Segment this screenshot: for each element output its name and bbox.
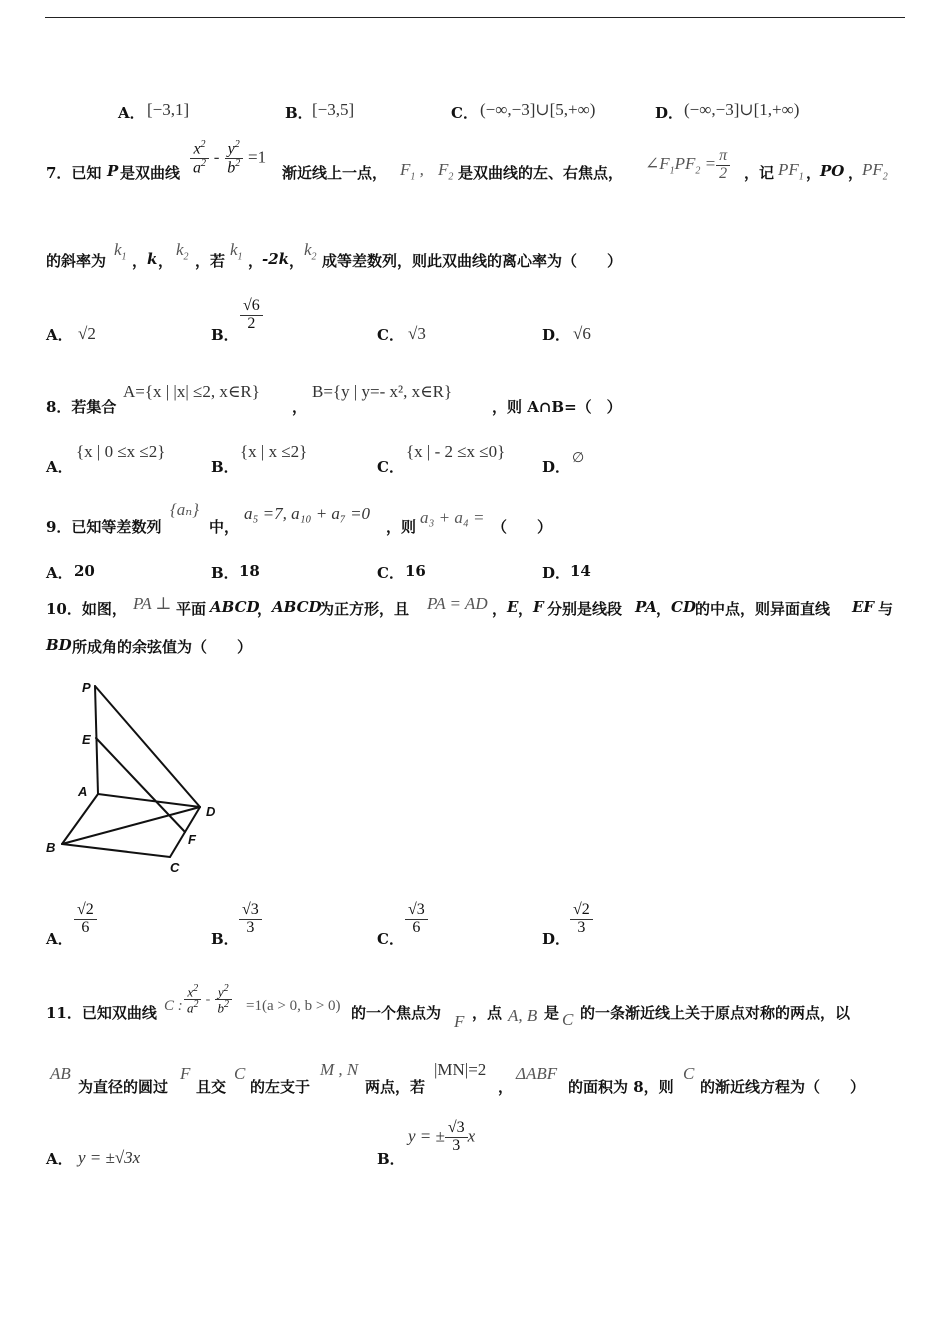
q8-option-a-letter: A． — [46, 458, 73, 476]
q7-k: k — [147, 250, 158, 268]
q10-abcd: ABCD — [210, 598, 260, 616]
q10-line2 — [0, 632, 950, 662]
q10-option-c: $\frac{√3}{6}$ — [405, 902, 428, 937]
q7-option-c-letter: C． — [377, 326, 404, 344]
q7-line2-c: 成等差数列，则此双曲线的离心率为（ ） — [322, 252, 623, 270]
q9-sequence: {aₙ} — [170, 500, 199, 519]
q9-option-b: 18 — [239, 562, 260, 580]
q9-mid: 中， — [209, 518, 240, 536]
q10-f: F — [533, 598, 544, 616]
q11-mn-length: |MN|=2 — [434, 1060, 487, 1079]
q8-option-d-letter: D． — [542, 458, 571, 476]
q10-text-1: 平面 — [176, 600, 207, 618]
q8-set-b: B={y | y=- x², x∈R} — [312, 382, 453, 401]
q9-option-c: 16 — [405, 562, 426, 580]
q11-f-2: F — [180, 1064, 191, 1083]
q10-abcd-2: ABCD — [272, 598, 322, 616]
q10-option-d-letter: D． — [542, 930, 571, 948]
q11-condition: =1(a > 0, b > 0) — [246, 998, 341, 1014]
q11-line2-text-1: 为直径的圆过 — [78, 1078, 169, 1096]
q9-tail: （ ） — [492, 518, 553, 536]
q9-option-b-letter: B． — [211, 564, 239, 582]
q10-text-2: ， — [257, 600, 273, 618]
q8-set-a: A={x | |x| ≤2, x∈R} — [123, 382, 260, 401]
q9-option-a-letter: A． — [46, 564, 73, 582]
q7-hyperbola-formula: $\frac{x^2}{a^2}$ - $\frac{y^2}{b^2}$ =1 — [190, 140, 266, 177]
q7-pf2: $PF_2$ — [862, 160, 888, 183]
q8-tail: ，则 A∩B=（ ） — [492, 398, 622, 416]
q6-option-c: (−∞,−3]∪[5,+∞) — [480, 100, 596, 119]
q10-option-b: $\frac{√3}{3}$ — [239, 902, 262, 937]
q8-stem: 8．若集合 A={x | |x| ≤2, x∈R} ， B={y | y=- x², x∈R} ，则 A∩B=（ ） — [46, 382, 622, 416]
q10-option-a-letter: A． — [46, 930, 73, 948]
q9-number: 9．已知等差数列 — [46, 518, 162, 536]
q7-line2: 的斜率为 $k_1$ ， k ， $k_2$ ，若 $k_1$ ， -2k ， $k_2$ 成等差数列，则此双曲线的离心率为（ ） — [46, 240, 623, 270]
q7-option-d-letter: D． — [542, 326, 571, 344]
q7-line2-a: 的斜率为 — [46, 252, 107, 270]
q10-option-c-letter: C． — [377, 930, 404, 948]
q6-option-b-letter: B． — [285, 104, 313, 122]
q7-text-4: ，记 — [744, 164, 775, 182]
q11-line1 — [0, 984, 950, 1034]
q8-option-d: ∅ — [572, 451, 585, 466]
q10-number: 10．如图， — [46, 600, 127, 618]
vertex-c-label: C — [170, 860, 180, 875]
q6-option-a: [−3,1] — [147, 100, 190, 119]
q7-pf1: $PF_1$ — [778, 160, 804, 183]
q7-number: 7．已知 — [46, 164, 102, 182]
q8-option-b-letter: B． — [211, 458, 239, 476]
q8-option-b: {x | x ≤2} — [240, 442, 308, 461]
edge-ad — [98, 794, 200, 807]
q7-text-2: 渐近线上一点， — [282, 164, 388, 182]
q10-cd: CD — [671, 598, 696, 616]
q11-f: F — [454, 1012, 465, 1031]
q11-c: C — [562, 1010, 574, 1029]
q11-option-a-letter: A． — [46, 1150, 73, 1168]
q7-option-b: $\frac{√6}{2}$ — [240, 298, 263, 333]
q10-options — [0, 902, 950, 958]
q11-hyperbola-formula: $\frac{x^2}{a^2}$ - $\frac{y^2}{b^2}$ — [184, 984, 232, 1015]
q7-text-3: 是双曲线的左、右焦点， — [458, 164, 624, 182]
header-rule — [45, 17, 905, 18]
q11-mn: M , N — [320, 1060, 359, 1079]
q6-option-d: (−∞,−3]∪[1,+∞) — [684, 100, 800, 119]
q7-f1: $F_1$ , — [400, 160, 424, 183]
q11-option-b-letter: B． — [377, 1150, 405, 1168]
q9-expression: a₃ + a₄ = — [420, 508, 485, 527]
q7-option-a: √2 — [78, 324, 96, 343]
q10-text-4: ， — [492, 600, 508, 618]
q9-option-d-letter: D． — [542, 564, 571, 582]
q9-option-c-letter: C． — [377, 564, 404, 582]
q10-text-7: 与 — [878, 600, 894, 618]
vertex-f-label: F — [188, 832, 196, 847]
vertex-e-label: E — [82, 732, 91, 747]
q10-option-d: $\frac{√2}{3}$ — [570, 902, 593, 937]
q11-ab-2: AB — [50, 1064, 71, 1083]
q11-c-label: C : — [164, 998, 183, 1014]
q11-text-2: ，点 — [472, 1004, 503, 1022]
edge-pd — [95, 686, 200, 807]
q8-option-c: {x | - 2 ≤x ≤0} — [406, 442, 506, 461]
q11-line2-text-4: 两点，若 — [365, 1078, 426, 1096]
q11-number: 11．已知双曲线 — [46, 1004, 157, 1022]
q7-line2-b: ，若 — [195, 252, 226, 270]
q11-option-b: y = ± $\frac{√3}{3}$ x — [408, 1119, 476, 1154]
q10-bd: BD — [46, 636, 72, 654]
q10-option-a: $\frac{√2}{6}$ — [74, 902, 97, 937]
q8-options — [0, 440, 950, 476]
q10-line2-text: 所成角的余弦值为（ ） — [72, 638, 253, 656]
q10-line1: 10．如图， PA ⊥ 平面 ABCD ， ABCD 为正方形，且 PA = AD ， E ， F 分别是线段 PA ， CD 的中点，则异面直线 EF 与 — [46, 594, 894, 618]
q7-k2: $k_2$ — [176, 240, 189, 263]
q6-options — [0, 98, 950, 128]
q9-stem — [0, 500, 950, 540]
q6-option-b: [−3,5] — [312, 100, 355, 119]
edge-bc — [62, 844, 170, 857]
q7-minus2k: -2k — [262, 250, 290, 268]
q7-k1b: $k_1$ — [230, 240, 243, 263]
vertex-p-label: P — [82, 680, 91, 695]
q10-e: E — [507, 598, 519, 616]
q11-text-3: 是 — [544, 1004, 560, 1022]
q7-k1: $k_1$ — [114, 240, 127, 263]
q10-text-5: 分别是线段 — [547, 600, 623, 618]
q11-options — [0, 1120, 950, 1174]
q11-line2-text-7: 的渐近线方程为（ ） — [700, 1078, 866, 1096]
q7-f2: $F_2$ — [438, 160, 454, 183]
q7-option-d: √6 — [573, 324, 591, 343]
q6-option-d-letter: D． — [655, 104, 684, 122]
q7-text-1: 是双曲线 — [120, 164, 181, 182]
q10-ef: EF — [852, 598, 875, 616]
q11-line2-text-2: 且交 — [196, 1078, 227, 1096]
q7-options — [0, 298, 950, 350]
q10-text-3: 为正方形，且 — [319, 600, 410, 618]
q11-line2-text-6: 的面积为 8，则 — [568, 1078, 674, 1096]
q11-ab: A, B — [508, 1006, 538, 1025]
q8-option-a: {x | 0 ≤x ≤2} — [76, 442, 166, 461]
q7-angle: $\angle F_1PF_2$ = $\frac{\pi}{2}$ — [645, 148, 730, 183]
q7-text-5: ， — [806, 164, 822, 182]
q9-ask: ，则 — [386, 518, 417, 536]
vertex-b-label: B — [46, 840, 56, 855]
q10-equality: PA = AD — [427, 594, 488, 613]
vertex-d-label: D — [206, 804, 216, 819]
q10-pa: PA — [635, 598, 657, 616]
q11-line2-text-5: ， — [498, 1078, 514, 1096]
edge-ef — [96, 738, 185, 832]
q7-option-c: √3 — [408, 324, 426, 343]
q11-option-a: y = ±√3x — [78, 1148, 141, 1167]
q9-option-a: 20 — [74, 562, 95, 580]
q11-triangle: ΔABF — [516, 1064, 558, 1083]
q11-line2 — [0, 1060, 950, 1100]
q10-text-6: 的中点，则异面直线 — [695, 600, 831, 618]
q9-options — [0, 560, 950, 590]
q10-pa-perp: PA ⊥ — [133, 594, 172, 613]
q11-line2-text-3: 的左支于 — [250, 1078, 311, 1096]
q7-option-a-letter: A． — [46, 326, 73, 344]
q7-line1: 7．已知 P 是双曲线 $\frac{x^2}{a^2}$ - $\frac{y^2}{b^2}$ =1 渐近线上一点， $F_1$ , $F_2$ 是双曲线的左、右焦点， $\angle F_1PF_2$ = $\frac{\pi}{2}$ ，记 $PF_1$ ， PO ， $PF_2$ — [46, 139, 888, 183]
q9-condition: a₅ =7, a₁₀ + a₇ =0 — [244, 504, 371, 523]
q9-option-d: 14 — [570, 562, 591, 580]
q8-option-c-letter: C． — [377, 458, 404, 476]
q7-option-b-letter: B． — [211, 326, 239, 344]
q11-text-4: 的一条渐近线上关于原点对称的两点，以 — [580, 1004, 851, 1022]
vertex-a-label: A — [78, 784, 88, 799]
q10-pyramid-figure — [40, 672, 240, 887]
q11-c-3: C — [234, 1064, 246, 1083]
q7-po: PO — [820, 162, 845, 180]
q11-c-4: C — [683, 1064, 695, 1083]
q10-option-b-letter: B． — [211, 930, 239, 948]
q6-option-c-letter: C． — [451, 104, 478, 122]
q8-number: 8．若集合 — [46, 398, 117, 416]
q6-option-a-letter: A． — [118, 104, 145, 122]
q7-p: P — [107, 162, 119, 180]
q7-k2b: $k_2$ — [304, 240, 317, 263]
q11-text-1: 的一个焦点为 — [351, 1004, 442, 1022]
